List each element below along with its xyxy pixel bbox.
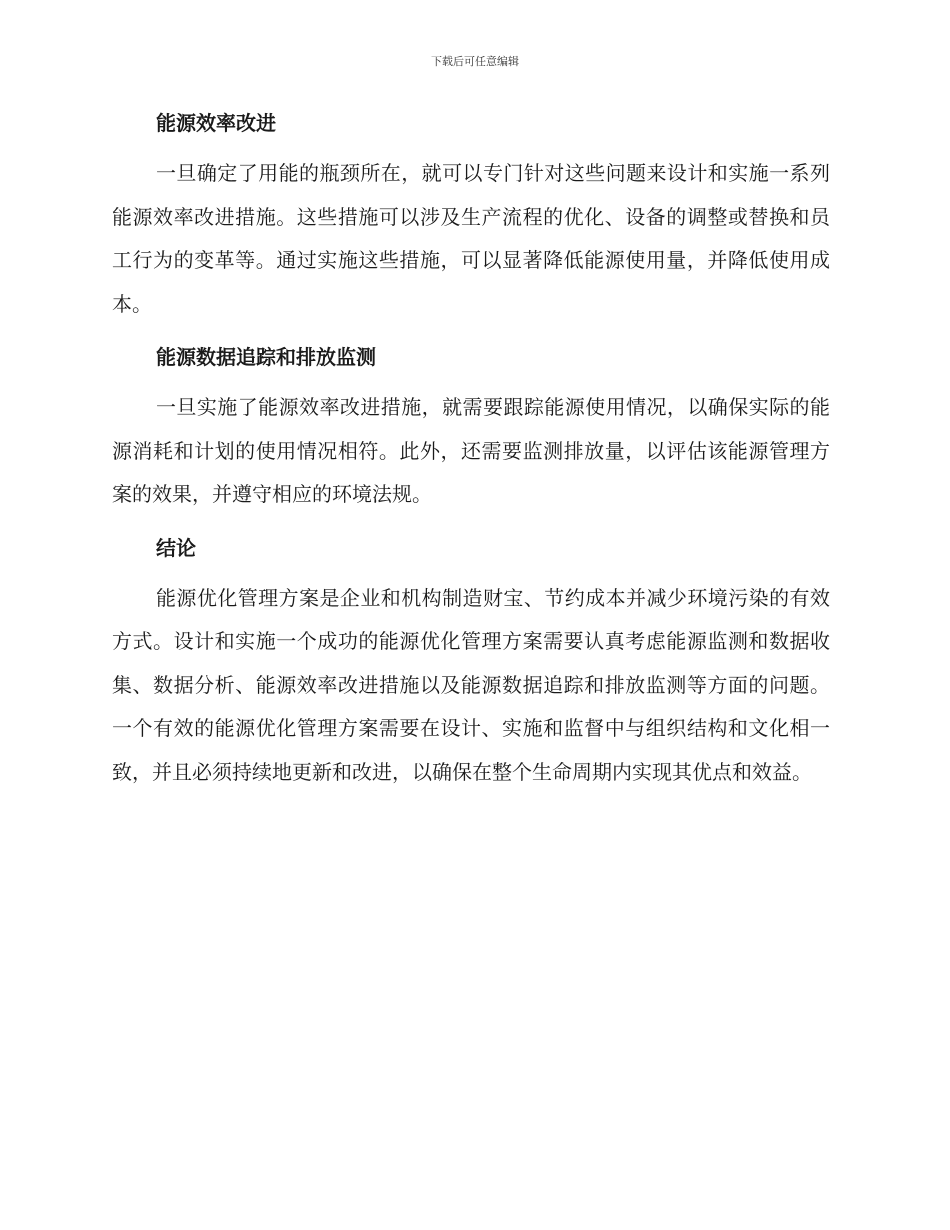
section-heading: 结论: [156, 535, 196, 560]
page-header: 下载后可任意编辑: [431, 55, 519, 68]
section-paragraph: 能源优化管理方案是企业和机构制造财宝、节约成本并减少环境污染的有效方式。设计和实施一个成功的能源优化管理方案需要认真考虑能源监测和数据收集、数据分析、能源效率改进措施以及能源数据追踪和排放监测等方面的问题。一个有效的能源优化管理方案需要在设计、实施和监督中与组织结构和文化相一致，并且必须持续地更新和改进，以确保在整个生命周期内实现其优点和效益。: [112, 585, 830, 784]
section-conclusion: [112, 533, 830, 795]
section-paragraph: 一旦确定了用能的瓶颈所在，就可以专门针对这些问题来设计和实施一系列能源效率改进措施。这些措施可以涉及生产流程的优化、设备的调整或替换和员工行为的变革等。通过实施这些措施，可以显著降低能源使用量，并降低使用成本。: [112, 161, 830, 316]
section-data-tracking: [112, 342, 830, 517]
section-energy-efficiency: [112, 108, 830, 326]
section-heading: 能源效率改进: [156, 111, 276, 135]
section-heading: 能源数据追踪和排放监测: [156, 345, 376, 369]
section-paragraph: 一旦实施了能源效率改进措施，就需要跟踪能源使用情况，以确保实际的能源消耗和计划的使用情况相符。此外，还需要监测排放量，以评估该能源管理方案的效果，并遵守相应的环境法规。: [112, 395, 830, 506]
document-body: [112, 108, 830, 810]
